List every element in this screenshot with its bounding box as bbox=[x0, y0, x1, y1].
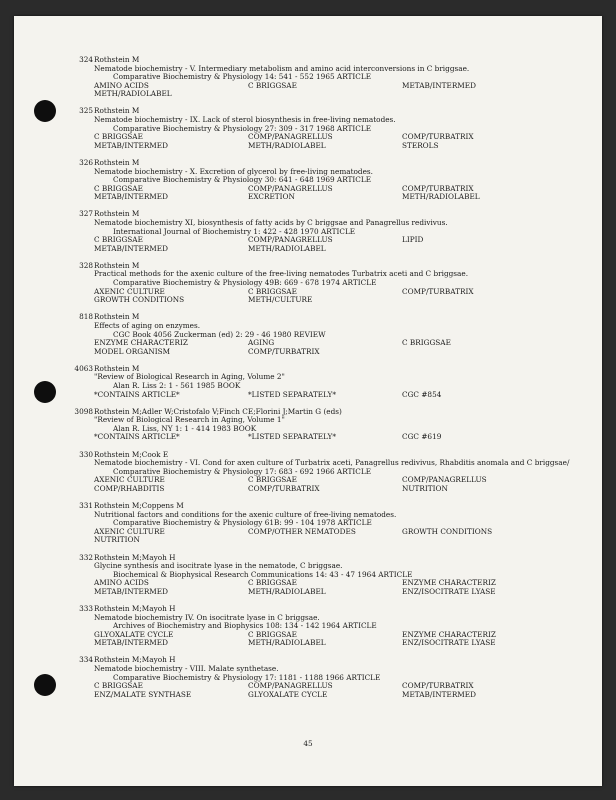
bibliography-entry bbox=[14, 605, 602, 648]
entry-source: Comparative Biochemistry & Physiology 27: 309 - 317 1968 ARTICLE bbox=[113, 123, 372, 133]
entry-title: Effects of aging on enzymes. bbox=[94, 320, 201, 330]
entry-source: Comparative Biochemistry & Physiology 49B: 669 - 678 1974 ARTICLE bbox=[113, 278, 377, 288]
keyword-row bbox=[14, 639, 602, 648]
entry-number: 334 bbox=[79, 655, 93, 665]
entry-source: Comparative Biochemistry & Physiology 17: 683 - 692 1966 ARTICLE bbox=[113, 466, 372, 476]
keyword: ENZYME CHARACTERIZ bbox=[402, 578, 496, 588]
keyword-row bbox=[14, 90, 602, 99]
keyword: C BRIGGSAE bbox=[248, 475, 297, 485]
keyword: C BRIGGSAE bbox=[248, 578, 297, 588]
entry-author: Rothstein M;Mayoh H bbox=[94, 655, 176, 665]
keyword bbox=[248, 536, 402, 545]
bibliography-entry bbox=[14, 365, 602, 399]
keyword: METH/RADIOLABEL bbox=[248, 586, 326, 596]
keyword: COMP/PANAGRELLUS bbox=[248, 681, 333, 691]
bibliography-entry bbox=[14, 107, 602, 150]
entry-title: Nematode biochemistry - IX. Lack of sterol biosynthesis in free-living nematodes. bbox=[94, 115, 396, 125]
entry-title: Glycine synthesis and isocitrate lyase in the nematode, C briggsae. bbox=[94, 561, 343, 571]
keyword: METAB/INTERMED bbox=[94, 638, 168, 648]
bibliography-list bbox=[14, 56, 602, 708]
keyword: METH/RADIOLABEL bbox=[248, 638, 326, 648]
entry-source: CGC Book 4056 Zuckerman (ed) 2: 29 - 46 1980 REVIEW bbox=[113, 329, 326, 339]
keyword: *CONTAINS ARTICLE* bbox=[94, 389, 180, 399]
keyword bbox=[402, 536, 552, 545]
bibliography-entry bbox=[14, 554, 602, 597]
keyword: COMP/RHABDITIS bbox=[94, 483, 165, 493]
keyword: ENZ/ISOCITRATE LYASE bbox=[402, 638, 496, 648]
bibliography-entry bbox=[14, 210, 602, 253]
entry-author: Rothstein M;Adler W;Cristofalo V;Finch CE;Florini J;Martin G (eds) bbox=[94, 406, 342, 416]
keyword-row bbox=[14, 588, 602, 597]
keyword: ENZ/MALATE SYNTHASE bbox=[94, 689, 192, 699]
keyword bbox=[402, 296, 552, 305]
keyword: *CONTAINS ARTICLE* bbox=[94, 432, 180, 442]
entry-number: 331 bbox=[79, 501, 93, 511]
entry-title: Nematode biochemistry - X. Excretion of glycerol by free-living nematodes. bbox=[94, 166, 373, 176]
keyword: COMP/TURBATRIX bbox=[248, 346, 320, 356]
keyword: METAB/INTERMED bbox=[94, 140, 168, 150]
bibliography-entry bbox=[14, 408, 602, 442]
keyword: CGC #619 bbox=[402, 432, 442, 442]
entry-author: Rothstein M bbox=[94, 312, 140, 322]
keyword-row bbox=[14, 691, 602, 700]
keyword: COMP/PANAGRELLUS bbox=[248, 235, 333, 245]
keyword: AXENIC CULTURE bbox=[94, 475, 165, 485]
keyword bbox=[402, 348, 552, 357]
entry-title: Nematode biochemistry - VI. Cond for axen culture of Turbatrix aceti, Panagrellus redivivus, Rhabditis anomala and C briggsae/ bbox=[94, 458, 570, 468]
keyword: COMP/PANAGRELLUS bbox=[248, 132, 333, 142]
bibliography-entry bbox=[14, 56, 602, 99]
keyword-row bbox=[14, 536, 602, 545]
entry-source: Comparative Biochemistry & Physiology 17: 1181 - 1188 1966 ARTICLE bbox=[113, 672, 381, 682]
keyword bbox=[248, 90, 402, 99]
entry-number: 327 bbox=[79, 209, 93, 219]
entry-author: Rothstein M;Mayoh H bbox=[94, 552, 176, 562]
entry-author: Rothstein M bbox=[94, 363, 140, 373]
entry-author: Rothstein M bbox=[94, 55, 140, 64]
entry-title: "Review of Biological Research in Aging, Volume 2" bbox=[94, 372, 285, 382]
entry-number: 332 bbox=[79, 552, 93, 562]
keyword: AXENIC CULTURE bbox=[94, 286, 165, 296]
keyword: *LISTED SEPARATELY* bbox=[248, 432, 336, 442]
keyword: COMP/TURBATRIX bbox=[402, 681, 474, 691]
entry-source: Archives of Biochemistry and Biophysics 108: 134 - 142 1964 ARTICLE bbox=[113, 621, 377, 631]
page-number: 45 bbox=[303, 739, 313, 748]
entry-author: Rothstein M;Mayoh H bbox=[94, 603, 176, 613]
entry-source: International Journal of Biochemistry 1: 422 - 428 1970 ARTICLE bbox=[113, 226, 356, 236]
keyword bbox=[402, 245, 552, 254]
keyword: METH/RADIOLABEL bbox=[248, 140, 326, 150]
keyword: COMP/OTHER NEMATODES bbox=[248, 526, 356, 536]
keyword-row bbox=[14, 433, 602, 442]
entry-author: Rothstein M bbox=[94, 260, 140, 270]
keyword: C BRIGGSAE bbox=[94, 235, 143, 245]
keyword: NUTRITION bbox=[402, 483, 448, 493]
entry-source: Alan R. Liss, NY 1: 1 - 414 1983 BOOK bbox=[113, 423, 257, 433]
keyword: GROWTH CONDITIONS bbox=[402, 526, 493, 536]
keyword: ENZ/ISOCITRATE LYASE bbox=[402, 586, 496, 596]
bibliography-entry bbox=[14, 656, 602, 699]
entry-author: Rothstein M bbox=[94, 209, 140, 219]
keyword: METH/RADIOLABEL bbox=[402, 192, 480, 202]
entry-title: Nematode biochemistry XI, biosynthesis of fatty acids by C briggsae and Panagrellus redivivus. bbox=[94, 218, 448, 227]
keyword: METAB/INTERMED bbox=[402, 689, 476, 699]
keyword: C BRIGGSAE bbox=[402, 338, 451, 348]
keyword: C BRIGGSAE bbox=[94, 681, 143, 691]
keyword: METH/RADIOLABEL bbox=[248, 243, 326, 253]
keyword: COMP/PANAGRELLUS bbox=[402, 475, 487, 485]
entry-source: Alan R. Liss 2: 1 - 561 1985 BOOK bbox=[113, 381, 241, 390]
keyword: CGC #854 bbox=[402, 389, 442, 399]
keyword: C BRIGGSAE bbox=[94, 183, 143, 193]
keyword: AGING bbox=[248, 338, 275, 348]
entry-number: 3098 bbox=[74, 406, 93, 416]
keyword-row bbox=[14, 142, 602, 151]
entry-number: 324 bbox=[79, 55, 93, 64]
entry-author: Rothstein M;Cook E bbox=[94, 449, 169, 459]
keyword: COMP/TURBATRIX bbox=[402, 286, 474, 296]
entry-title: Practical methods for the axenic culture of the free-living nematodes Turbatrix aceti and C briggsae. bbox=[94, 269, 469, 279]
bibliography-entry bbox=[14, 159, 602, 202]
keyword: ENZYME CHARACTERIZ bbox=[94, 338, 188, 348]
keyword-row bbox=[14, 296, 602, 305]
keyword-row bbox=[14, 245, 602, 254]
bibliography-entry bbox=[14, 502, 602, 545]
entry-title: "Review of Biological Research in Aging, Volume 1" bbox=[94, 415, 285, 425]
keyword: C BRIGGSAE bbox=[94, 132, 143, 142]
entry-title: Nematode biochemistry - VIII. Malate synthetase. bbox=[94, 664, 279, 674]
keyword: AMINO ACIDS bbox=[94, 80, 149, 90]
keyword: STEROLS bbox=[402, 140, 439, 150]
keyword: NUTRITION bbox=[94, 535, 140, 545]
keyword: MODEL ORGANISM bbox=[94, 346, 171, 356]
keyword: AXENIC CULTURE bbox=[94, 526, 165, 536]
keyword: C BRIGGSAE bbox=[248, 629, 297, 639]
entry-number: 818 bbox=[79, 312, 93, 322]
keyword: COMP/PANAGRELLUS bbox=[248, 183, 333, 193]
keyword: GLYOXALATE CYCLE bbox=[94, 629, 174, 639]
keyword: METAB/INTERMED bbox=[94, 192, 168, 202]
keyword: METH/RADIOLABEL bbox=[94, 89, 172, 99]
keyword: COMP/TURBATRIX bbox=[402, 132, 474, 142]
keyword: METAB/INTERMED bbox=[94, 586, 168, 596]
bibliography-entry bbox=[14, 262, 602, 305]
keyword: GROWTH CONDITIONS bbox=[94, 295, 185, 305]
entry-title: Nutritional factors and conditions for the axenic culture of free-living nematodes. bbox=[94, 509, 397, 519]
keyword-row bbox=[14, 348, 602, 357]
entry-number: 325 bbox=[79, 106, 93, 116]
entry-author: Rothstein M bbox=[94, 157, 140, 167]
keyword: LIPID bbox=[402, 235, 424, 245]
entry-number: 326 bbox=[79, 157, 93, 167]
keyword: METAB/INTERMED bbox=[402, 80, 476, 90]
entry-number: 328 bbox=[79, 260, 93, 270]
keyword: METAB/INTERMED bbox=[94, 243, 168, 253]
entry-number: 4063 bbox=[74, 363, 93, 373]
entry-author: Rothstein M bbox=[94, 106, 140, 116]
entry-title: Nematode biochemistry IV. On isocitrate lyase in C briggsae. bbox=[94, 612, 320, 622]
keyword-row bbox=[14, 485, 602, 494]
keyword-row bbox=[14, 193, 602, 202]
keyword: *LISTED SEPARATELY* bbox=[248, 389, 336, 399]
keyword: C BRIGGSAE bbox=[248, 80, 297, 90]
bibliography-entry bbox=[14, 313, 602, 356]
entry-source: Comparative Biochemistry & Physiology 14: 541 - 552 1965 ARTICLE bbox=[113, 72, 372, 82]
keyword: AMINO ACIDS bbox=[94, 578, 149, 588]
entry-number: 330 bbox=[79, 449, 93, 459]
keyword: EXCRETION bbox=[248, 192, 295, 202]
keyword: METH/CULTURE bbox=[248, 295, 313, 305]
keyword: COMP/TURBATRIX bbox=[248, 483, 320, 493]
entry-title: Nematode biochemistry - V. Intermediary metabolism and amino acid interconversions in C briggsae. bbox=[94, 63, 470, 73]
keyword: GLYOXALATE CYCLE bbox=[248, 689, 328, 699]
keyword: COMP/TURBATRIX bbox=[402, 183, 474, 193]
keyword: C BRIGGSAE bbox=[248, 286, 297, 296]
keyword bbox=[402, 90, 552, 99]
keyword: ENZYME CHARACTERIZ bbox=[402, 629, 496, 639]
entry-author: Rothstein M;Coppens M bbox=[94, 501, 184, 511]
entry-source: Comparative Biochemistry & Physiology 61B: 99 - 104 1978 ARTICLE bbox=[113, 518, 372, 528]
entry-source: Biochemical & Biophysical Research Communications 14: 43 - 47 1964 ARTICLE bbox=[113, 569, 413, 579]
document-page bbox=[14, 16, 602, 786]
keyword-row bbox=[14, 391, 602, 400]
entry-number: 333 bbox=[79, 603, 93, 613]
entry-source: Comparative Biochemistry & Physiology 30: 641 - 648 1969 ARTICLE bbox=[113, 175, 372, 185]
bibliography-entry bbox=[14, 451, 602, 494]
